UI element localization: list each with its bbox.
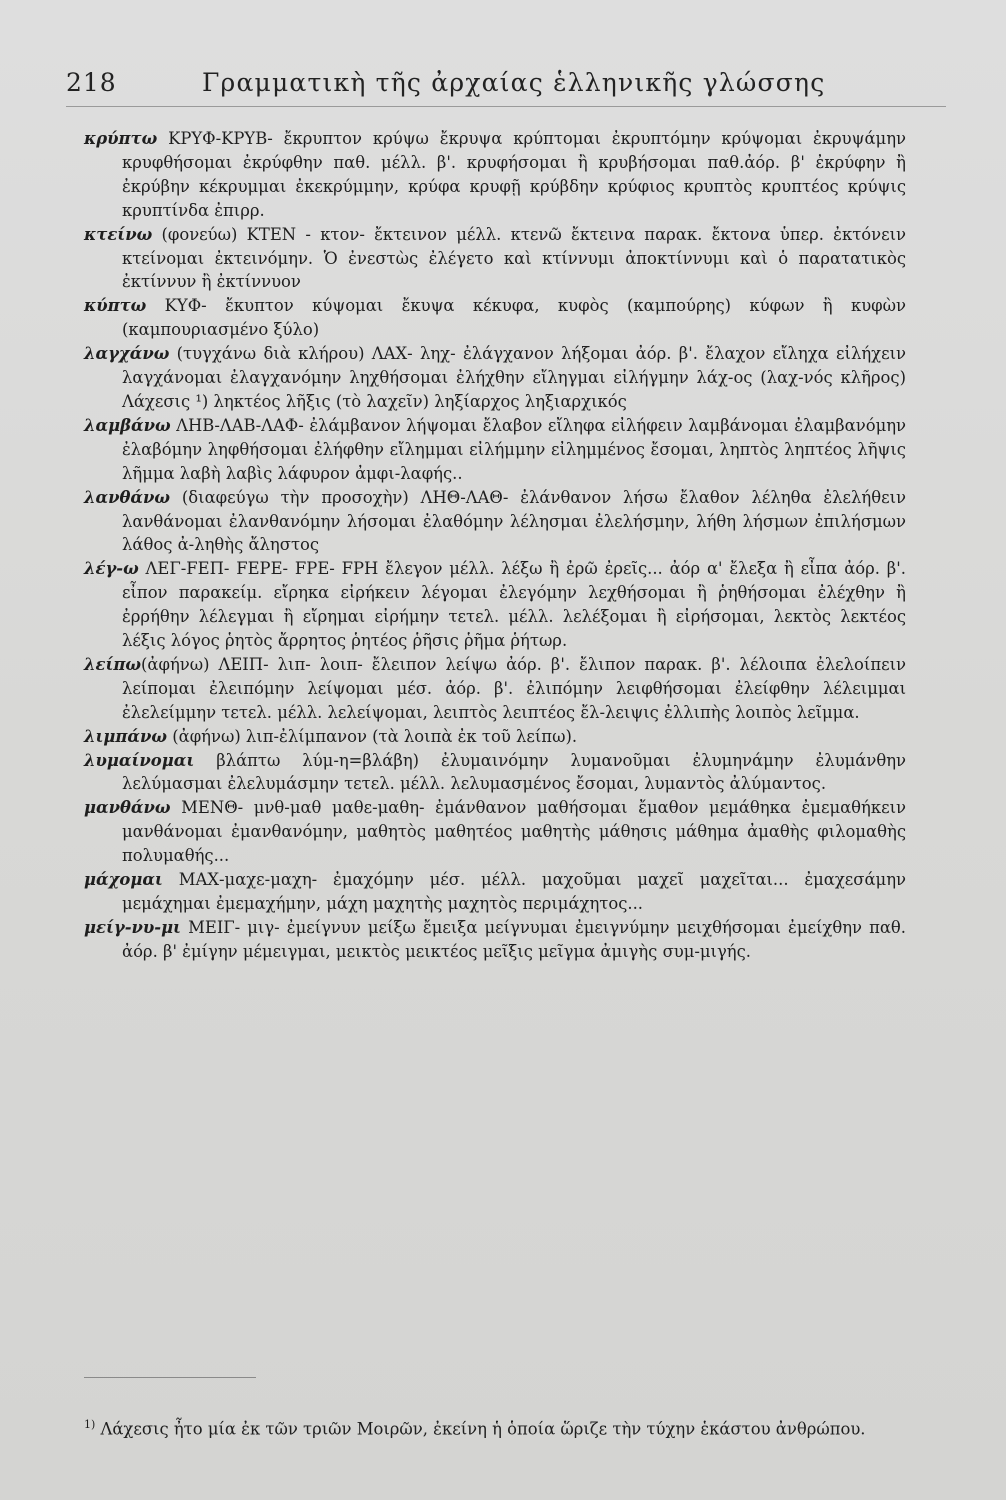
head-word: κτείνω xyxy=(84,224,153,244)
head-word: μείγ-νυ-μι xyxy=(84,917,181,937)
entry-text: ΜΕΙΓ- μιγ- ἐμείγνυν μείξω ἔμειξα μείγνυμαι ἐμειγνύμην μειχθήσομαι ἐμείχθην παθ. ἀόρ. β' ἐμίγην μέμειγμαι, μεικτὸς μεικτέος μεῖξις μεῖγμα ἀμιγὴς συμ-μιγής. xyxy=(122,917,906,961)
footnote xyxy=(84,1412,906,1441)
entry-text: (διαφεύγω τὴν προσοχὴν) ΛΗΘ-ΛΑΘ- ἐλάνθανον λήσω ἔλαθον λέληθα ἐλελήθειν λανθάνομαι ἐλανθανόμην λήσομαι ἐλαθόμην λέλησμαι ἐλελήσμην, λήθη λήσμων ἐπιλήσμων λάθος ἀ-ληθὴς ἄληστος xyxy=(122,487,907,555)
entry-manthano xyxy=(84,796,906,868)
entry-kteino xyxy=(84,223,906,295)
entry-text: ΚΡΥΦ-ΚΡΥΒ- ἔκρυπτον κρύψω ἔκρυψα κρύπτομαι ἐκρυπτόμην κρύψομαι ἐκρυψάμην κρυφθήσομαι ἐκρύφθην παθ. μέλλ. β'. κρυφήσομαι ἢ κρυβήσομαι παθ.ἀόρ. β' ἐκρύφην ἢ ἐκρύβην κέκρυμμαι ἐκεκρύμμην, κρύφα κρυφῇ κρύβδην κρύφιος κρυπτὸς κρυπτέος κρύψις κρυπτίνδα ἐπιρρ. xyxy=(122,129,906,220)
head-word: λυμαίνομαι xyxy=(84,750,195,770)
entry-lambano xyxy=(84,414,906,486)
entry-text: ΛΗΒ-ΛΑΒ-ΛΑΦ- ἐλάμβανον λήψομαι ἔλαβον εἴληφα εἰλήφειν λαμβάνομαι ἐλαμβανόμην ἐλαβόμην ληφθήσομαι ἐλήφθην εἴλημμαι εἰλήμμην εἰλημμένος ἔσομαι, ληπτὸς ληπτέος λῆψις λῆμμα λαβὴ λαβὶς λάφυρον ἀμφι-λαφής.. xyxy=(122,415,906,483)
footnote-divider xyxy=(84,1377,256,1378)
head-word: κρύπτω xyxy=(84,129,158,148)
head-word: μάχομαι xyxy=(84,870,163,890)
dictionary-entries xyxy=(84,127,906,964)
head-word: μανθάνω xyxy=(84,798,171,818)
entry-text: ΛΕΓ-FΕΠ- FΕΡΕ- FΡΕ- FΡΗ ἔλεγον μέλλ. λέξω ἢ ἐρῶ ἐρεῖς... ἀόρ α' ἔλεξα ἢ εἶπα ἀόρ. β'. εἶπον παρακείμ. εἴρηκα εἰρήκειν λέγομαι ἐλεγόμην λεχθήσομαι ἢ ῥηθήσομαι ἐλέχθην ἢ ἐρρήθην λέλεγμαι ἢ εἴρημαι εἰρήμην τετελ. μέλλ. λελέξομαι ἢ εἰρήσομαι, λεκτὸς λεκτέος λέξις λόγος ῥητὸς ἄρρητος ῥητέος ῥῆσις ῥῆμα ῥήτωρ. xyxy=(122,559,906,651)
page-header xyxy=(66,66,946,107)
entry-kypto xyxy=(84,294,906,342)
entry-limpano xyxy=(84,725,906,749)
head-word: λείπω xyxy=(84,654,141,674)
entry-text: ΜΕΝΘ- μνθ-μαθ μαθε-μαθη- ἐμάνθανον μαθήσομαι ἔμαθον μεμάθηκα ἐμεμαθήκειν μανθάνομαι ἐμανθανόμην, μαθητὸς μαθητέος μαθητὴς μάθησις μάθημα ἀμαθὴς φιλομαθὴς πολυμαθής... xyxy=(122,798,906,866)
entry-text: (τυγχάνω διὰ κλήρου) ΛΑΧ- ληχ- ἐλάγχανον λήξομαι ἀόρ. β'. ἔλαχον εἴληχα εἰλήχειν λαγχάνομαι ἐλαγχανόμην ληχθήσομαι ἐλήχθην εἴληγμαι εἰλήγμην λάχ-ος (λαχ-νός κλῆρος) Λάχεσις ¹) ληκτέος λῆξις (τὸ λαχεῖν) ληξίαρχος ληξιαρχικός xyxy=(122,344,906,411)
head-word: κύπτω xyxy=(84,296,147,316)
entry-lanthano xyxy=(84,486,906,558)
entry-text: ΜΑΧ-μαχε-μαχη- ἐμαχόμην μέσ. μέλλ. μαχοῦμαι μαχεῖ μαχεῖται... ἐμαχεσάμην μεμάχημαι ἐμεμαχήμην, μάχη μαχητὴς μαχητὸς περιμάχητος... xyxy=(122,870,906,913)
entry-lego xyxy=(84,557,906,653)
entry-text: (ἀφήνω) λιπ-ἐλίμπανον (τὰ λοιπὰ ἐκ τοῦ λείπω). xyxy=(172,726,578,746)
entry-lymainomai xyxy=(84,749,906,797)
entry-leipo xyxy=(84,653,906,725)
entry-text: (ἀφήνω) ΛΕΙΠ- λιπ- λοιπ- ἔλειπον λείψω ἀόρ. β'. ἔλιπον παρακ. β'. λέλοιπα ἐλελοίπειν λείπομαι ἐλειπόμην λείψομαι μέσ. ἀόρ. β'. ἐλιπόμην λειφθήσομαι ἐλείφθην λέλειμμαι ἐλελείμμην τετελ. μέλλ. λελείψομαι, λειπτὸς λειπτέος ἔλ-λειψις ἐλλιπὴς λοιπὸς λεῖμμα. xyxy=(122,654,906,722)
entry-meignymi xyxy=(84,916,906,964)
footnote-text: Λάχεσις ἦτο μία ἐκ τῶν τριῶν Μοιρῶν, ἐκείνη ἡ ὁποία ὥριζε τὴν τύχην ἑκάστου ἀνθρώπου. xyxy=(100,1419,866,1439)
footnote-marker: 1) xyxy=(84,1418,96,1432)
entry-text: (φονεύω) ΚΤΕΝ - κτον- ἔκτεινον μέλλ. κτενῶ ἔκτεινα παρακ. ἔκτονα ὑπερ. ἐκτόνειν κτείνομαι ἐκτεινόμην. Ὁ ἐνεστὼς ἐλέγετο καὶ κτίννυμι ἀποκτίννυμι καὶ ὁ παρατατικὸς ἐκτίννυν ἢ ἐκτίννυον xyxy=(122,224,906,292)
entry-krypto xyxy=(84,127,906,223)
head-word: λαμβάνω xyxy=(84,415,171,435)
entry-text: ΚΥΦ- ἔκυπτον κύψομαι ἔκυψα κέκυφα, κυφὸς (καμπούρης) κύφων ἢ κυφὼν (καμπουριασμένο ξύλο) xyxy=(122,296,906,340)
entry-text: βλάπτω λύμ-η=βλάβη) ἐλυμαινόμην λυμανοῦμαι ἐλυμηνάμην ἐλυμάνθην λελύμασμαι ἐλελυμάσμην τετελ. μέλλ. λελυμασμένος ἔσομαι, λυμαντὸς ἀλύμαντος. xyxy=(122,750,906,794)
running-title: Γραμματικὴ τῆς ἀρχαίας ἑλληνικῆς γλώσσης xyxy=(202,68,826,97)
head-word: λανθάνω xyxy=(84,487,171,507)
head-word: λέγ-ω xyxy=(84,559,139,579)
entry-lanchano xyxy=(84,342,906,414)
head-word: λαγχάνω xyxy=(84,344,170,364)
entry-machomai xyxy=(84,868,906,916)
head-word: λιμπάνω xyxy=(84,726,168,746)
page-number: 218 xyxy=(66,68,117,97)
